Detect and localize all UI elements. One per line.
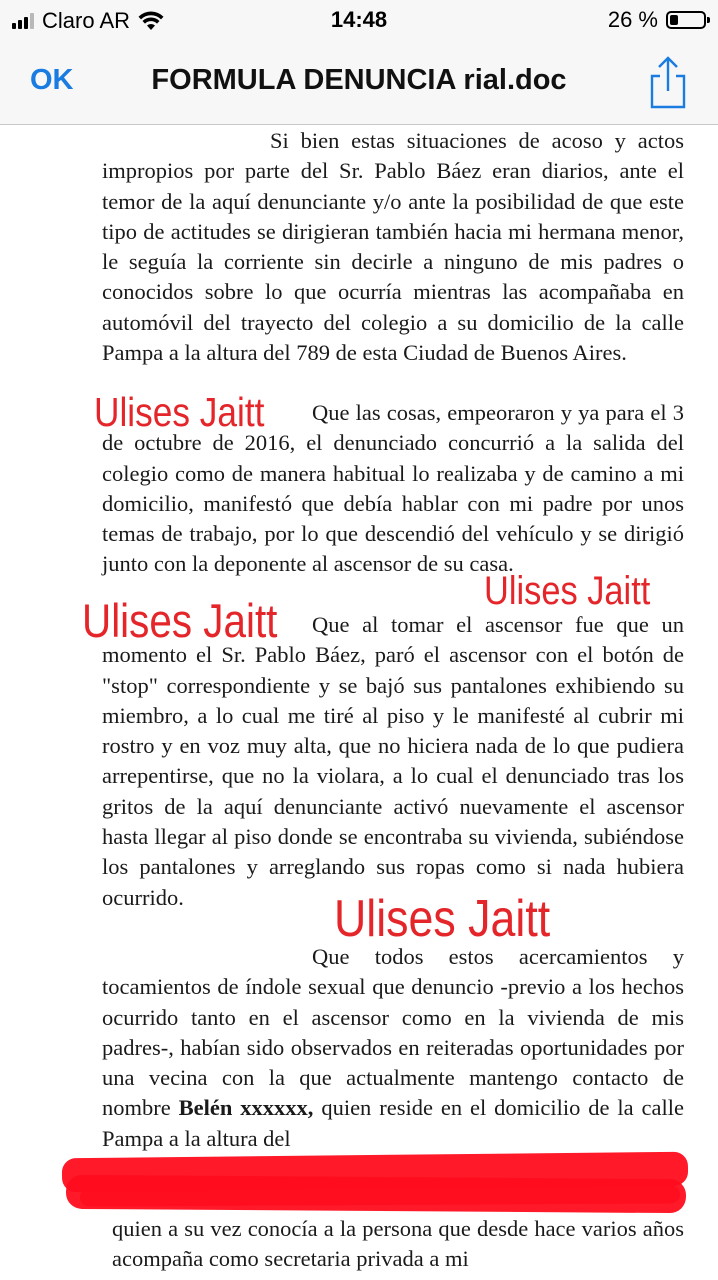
paragraph-1 <box>102 126 684 368</box>
document-viewer[interactable] <box>0 125 718 1280</box>
watermark: Ulises Jaitt <box>334 890 551 948</box>
paragraph-1-text: Si bien estas situaciones de acoso y actos impropios por parte del Sr. Pablo Báez eran diarios, ante el temor de la aquí denunciante y/o ante la posibilidad de que este tipo de actitudes se dirigieran también hacia mi hermana menor, le seguía la corriente sin decirle a ninguno de mis padres o conocidos sobre lo que ocurría mientras las acompañaba en automóvil del trayecto del colegio a su domicilio de la calle Pampa a la altura del 789 de esta Ciudad de Buenos Aires. <box>102 128 684 366</box>
navigation-bar <box>0 44 718 125</box>
document-title: FORMULA DENUNCIA rial.doc <box>151 64 567 96</box>
battery-percent: 26 % <box>607 7 658 32</box>
watermark: Ulises Jaitt <box>94 389 265 435</box>
battery-icon <box>666 11 706 29</box>
paragraph-3-text: Que al tomar el ascensor fue que un momento el Sr. Pablo Báez, paró el ascensor con el botón de "stop" correspondiente y se bajó sus pantalones exhibiendo su miembro, a lo cual me tiré al piso y le manifesté al cubrir mi rostro y en voz muy alta, que no hiciera nada de lo que pudiera arrepentirse, que no la violara, a lo cual el denunciado tras los gritos de la aquí denunciante activó nuevamente el ascensor hasta llegar al piso donde se encontraba su vivienda, subiéndose los pantalones y arreglando sus ropas como si nada hubiera ocurrido. <box>102 612 684 910</box>
paragraph-3 <box>102 610 684 913</box>
redaction-scribble-lower <box>80 1185 680 1206</box>
battery-fill <box>670 15 678 25</box>
paragraph-5 <box>112 1214 684 1275</box>
paragraph-2-text: Que las cosas, empeoraron y ya para el 3 de octubre de 2016, el denunciado concurrió a la salida del colegio como de manera habitual lo realizaba y de camino a mi domicilio, manifestó que debía hablar con mi padre por unos temas de trabajo, por lo que descendió del vehículo y se dirigió junto con la deponente al ascensor de su casa. <box>102 400 684 577</box>
paragraph-5-text: quien a su vez conocía a la persona que desde hace varios años acompaña como secretaria privada a mi <box>112 1216 684 1272</box>
status-time: 14:48 <box>330 7 388 32</box>
status-right <box>608 7 706 33</box>
carrier-name: Claro AR <box>42 8 131 33</box>
watermark: Ulises Jaitt <box>484 569 651 613</box>
share-button[interactable] <box>646 54 690 110</box>
watermark: Ulises Jaitt <box>82 594 278 647</box>
ok-button[interactable]: OK <box>30 64 74 96</box>
paragraph-4 <box>102 942 684 1154</box>
paragraph-4-text: Que todos estos acercamientos y tocamientos de índole sexual que denuncio -previo a los hechos ocurrido tanto en el ascensor como en la vivienda de mis padres-, habían sido observados en reiteradas oportunidades por una vecina con la que actualmente mantengo contacto de nombre <box>102 944 684 1121</box>
share-icon <box>646 54 690 110</box>
battery-cap <box>707 17 710 23</box>
witness-name: Belén xxxxxx, <box>178 1095 314 1121</box>
status-bar <box>0 0 718 44</box>
paragraph-4-text-end: quien reside en el domicilio de la calle Pampa a la altura del <box>102 1095 684 1151</box>
